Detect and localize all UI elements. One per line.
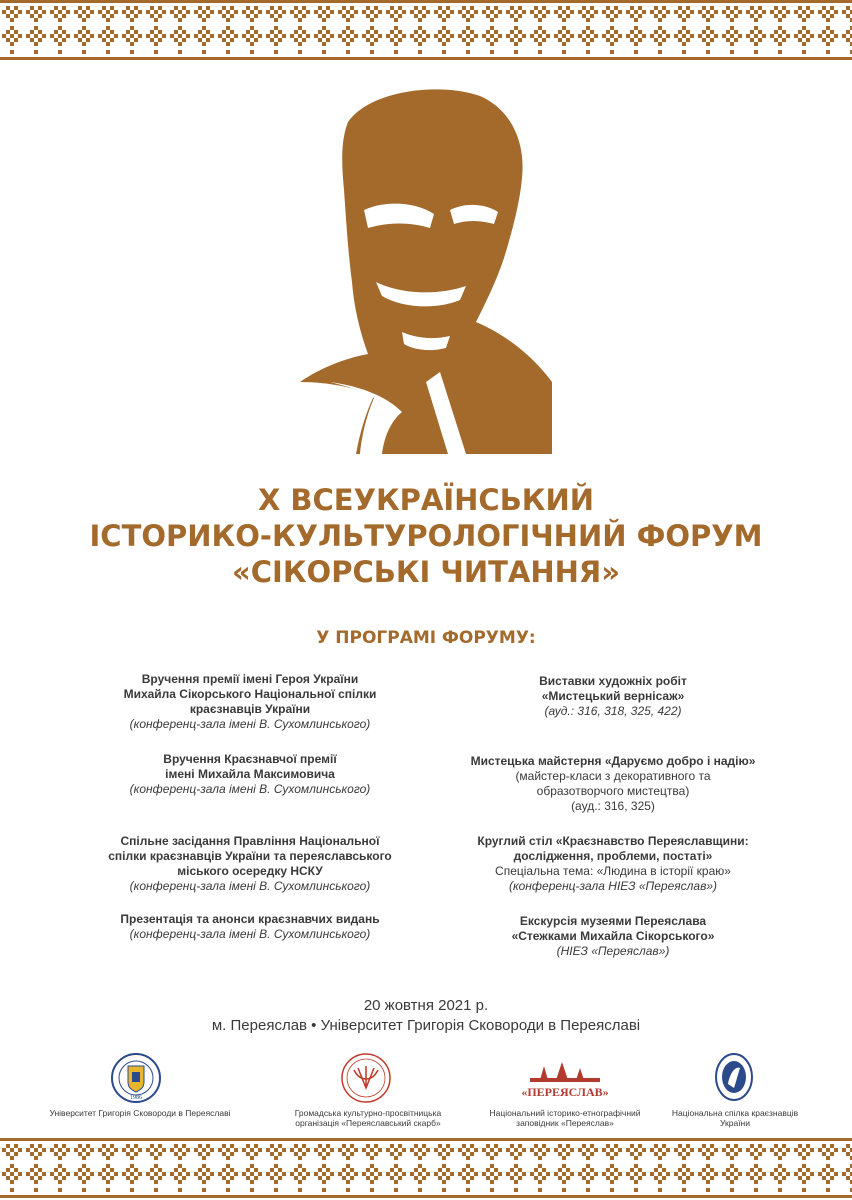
item-title-line: Виставки художніх робіт [539,674,687,688]
logo-caption [278,1108,458,1128]
sikorsky-portrait-image [290,82,560,454]
item-title-line: «Стежками Михайла Сікорського» [511,929,715,943]
program-item [60,672,440,732]
forum-title-line-2: ІСТОРИКО-КУЛЬТУРОЛОГІЧНИЙ ФОРУМ [89,519,763,553]
item-location: (ауд.: 316, 318, 325, 422) [544,704,682,718]
logo-caption-line: Національна спілка краєзнавців [671,1108,799,1118]
logo-caption [40,1108,240,1118]
university-emblem-icon [110,1052,162,1104]
item-title-line: Презентація та анонси краєзнавчих видань [120,912,380,926]
logo-caption-line: Громадська культурно-просвітницька [294,1108,442,1118]
item-title-line: міського осередку НСКУ [177,864,323,878]
program-heading: У ПРОГРАМІ ФОРУМУ: [316,628,536,648]
item-title-line: Михайла Сікорського Національної спілки [123,687,377,701]
pereyaslav-treasure-emblem-icon [340,1052,392,1104]
item-title-line: Спільне засідання Правління Національної [120,834,380,848]
bottom-ornament-border [0,1138,852,1200]
program-item [418,834,808,894]
logo-caption-line: заповідник «Переяслав» [516,1118,614,1128]
item-title-line: Вручення Краєзнавчої премії [163,752,337,766]
item-description-line: (майстер-класи з декоративного та [515,769,711,783]
forum-title-line-3: «СІКОРСЬКІ ЧИТАННЯ» [232,555,620,589]
pereyaslav-reserve-logo-icon [510,1058,620,1102]
forum-title-line-1: X ВСЕУКРАЇНСЬКИЙ [257,483,595,517]
logo-caption-line: Університет Григорія Сковороди в Переяславі [49,1108,231,1118]
logo-caption [660,1108,810,1128]
item-location: (конференц-зала імені В. Сухомлинського) [129,879,371,893]
item-description-line: образотворчого мистецтва) [536,784,690,798]
item-location: (конференц-зала імені В. Сухомлинського) [129,782,371,796]
logo-caption-line: організація «Переяславський скарб» [295,1118,441,1128]
nsku-emblem-icon [714,1052,754,1102]
program-item [418,674,808,719]
top-ornament-border [0,0,852,62]
item-title-line: Мистецька майстерня «Даруємо добро і надію» [470,754,756,768]
event-place: м. Переяслав • Університет Григорія Сковороди в Переяславі [211,1017,641,1034]
item-title-line: Екскурсія музеями Переяслава [519,914,707,928]
item-title-line: спілки краєзнавців України та переяславського [108,849,392,863]
logo-caption-line: України [720,1118,750,1128]
logo-caption [470,1108,660,1128]
program-item [418,754,808,814]
event-date: 20 жовтня 2021 р. [363,997,489,1014]
program-item [60,912,440,942]
program-item [418,914,808,959]
item-title-line: Вручення премії імені Героя України [141,672,359,686]
item-location: (НІЕЗ «Переяслав») [556,944,670,958]
item-title-line: дослідження, проблеми, постаті» [513,849,713,863]
item-description-line: Спеціальна тема: «Людина в історії краю» [495,864,731,878]
ornament-pattern-icon [0,1138,852,1200]
ornament-pattern-icon [0,0,852,62]
item-title-line: Круглий стіл «Краєзнавство Переяславщини: [477,834,749,848]
program-item [60,752,440,797]
logo-year: 1986 [130,1095,142,1101]
reserve-brand: «ПЕРЕЯСЛАВ» [521,1085,609,1099]
item-location: (конференц-зала імені В. Сухомлинського) [129,927,371,941]
item-location: (конференц-зала імені В. Сухомлинського) [129,717,371,731]
item-title-line: краєзнавців України [189,702,311,716]
logo-caption-line: Національний історико-етнографічний [489,1108,641,1118]
item-title-line: імені Михайла Максимовича [165,767,335,781]
item-location: (конференц-зала НІЕЗ «Переяслав») [508,879,718,893]
program-item [60,834,440,894]
item-title-line: «Мистецький вернісаж» [541,689,685,703]
item-description-line: (ауд.: 316, 325) [571,799,655,813]
